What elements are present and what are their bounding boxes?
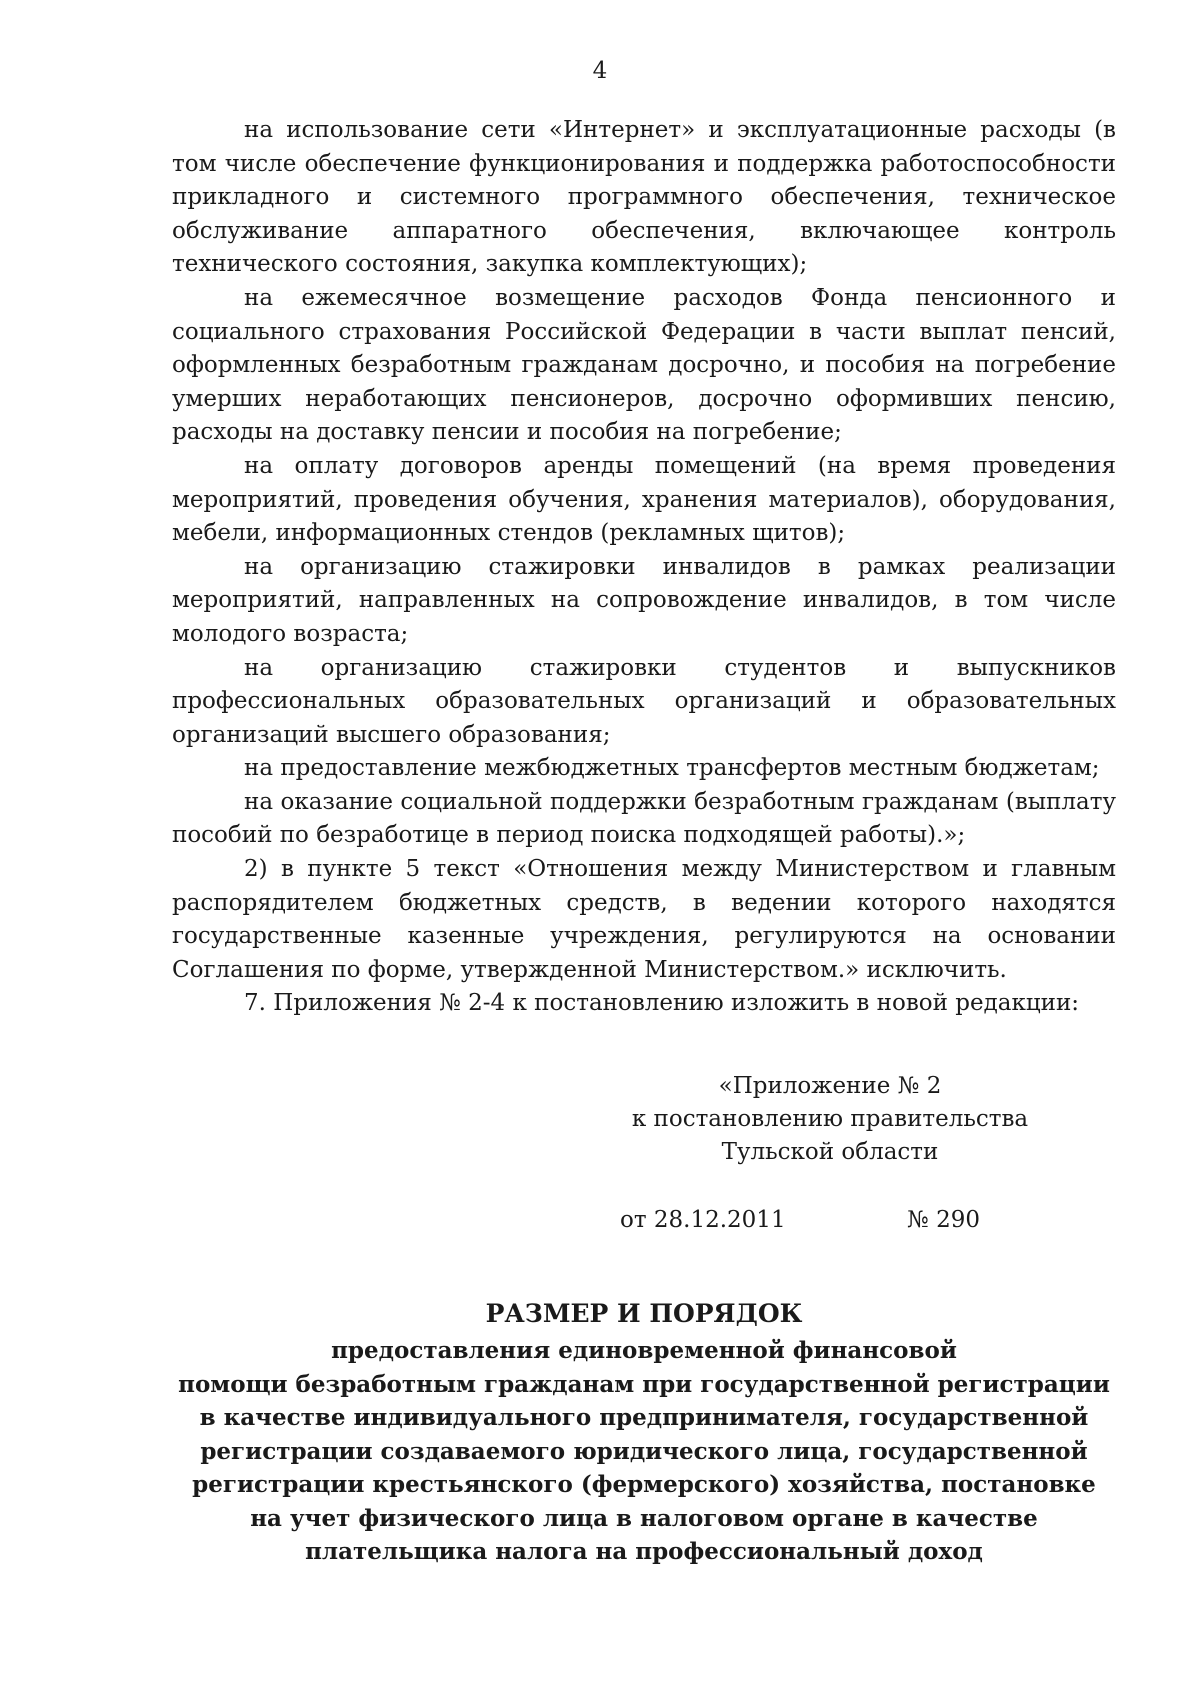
- annex-reference: к постановлению правительства: [631, 1106, 1029, 1132]
- annex-date: от 28.12.2011: [620, 1207, 786, 1233]
- paragraph: на предоставление межбюджетных трансфертов местным бюджетам;: [244, 755, 1100, 782]
- section-title: [172, 1296, 1116, 1569]
- title-line: предоставления единовременной финансовой: [331, 1337, 957, 1364]
- paragraph: на использование сети «Интернет» и эксплуатационные расходы (в том числе обеспечение функционирования и поддержка работоспособности прикладного и системного программного обеспечения, техническое обслуживание аппаратного обеспечения, включающее контроль технического состояния, закупка комплектующих);: [172, 117, 1116, 278]
- paragraph: 2) в пункте 5 текст «Отношения между Министерством и главным распорядителем бюджетных средств, в ведении которого находятся государственные казенные учреждения, регулируются на основании Соглашения по форме, утвержденной Министерством.» исключить.: [172, 856, 1116, 983]
- title-line: плательщика налога на профессиональный доход: [305, 1538, 983, 1565]
- paragraph: на ежемесячное возмещение расходов Фонда пенсионного и социального страхования Российской Федерации в части выплат пенсий, оформленных безработным гражданам досрочно, и пособия на погребение умерших неработающих пенсионеров, досрочно оформивших пенсию, расходы на доставку пенсии и пособия на погребение;: [172, 284, 1116, 446]
- title-main: РАЗМЕР И ПОРЯДОК: [485, 1299, 803, 1328]
- paragraph: на оказание социальной поддержки безработным гражданам (выплату пособий по безработице в период поиска подходящей работы).»;: [172, 788, 1116, 849]
- paragraph: на организацию стажировки инвалидов в рамках реализации мероприятий, направленных на сопровождение инвалидов, в том числе молодого возраста;: [172, 553, 1116, 647]
- page-number: 4: [592, 58, 608, 84]
- title-line: регистрации создаваемого юридического лица, государственной: [200, 1437, 1088, 1465]
- title-line: помощи безработным гражданам при государственной регистрации: [178, 1370, 1110, 1398]
- annex-title: «Приложение № 2: [718, 1073, 942, 1099]
- title-line: регистрации крестьянского (фермерского) хозяйства, постановке: [192, 1471, 1096, 1498]
- document-body: [172, 114, 1116, 1021]
- title-line: на учет физического лица в налоговом органе в качестве: [250, 1504, 1038, 1532]
- annex-region: Тульской области: [721, 1139, 939, 1165]
- annex-header: [600, 1070, 1060, 1169]
- paragraph: на организацию стажировки студентов и выпускников профессиональных образовательных организаций и образовательных организаций высшего образования;: [172, 654, 1116, 748]
- annex-number: № 290: [907, 1207, 980, 1233]
- paragraph: 7. Приложения № 2-4 к постановлению изложить в новой редакции:: [244, 990, 1080, 1017]
- title-line: в качестве индивидуального предпринимателя, государственной: [199, 1404, 1089, 1431]
- paragraph: на оплату договоров аренды помещений (на время проведения мероприятий, проведения обучения, хранения материалов), оборудования, мебели, информационных стендов (рекламных щитов);: [172, 452, 1116, 547]
